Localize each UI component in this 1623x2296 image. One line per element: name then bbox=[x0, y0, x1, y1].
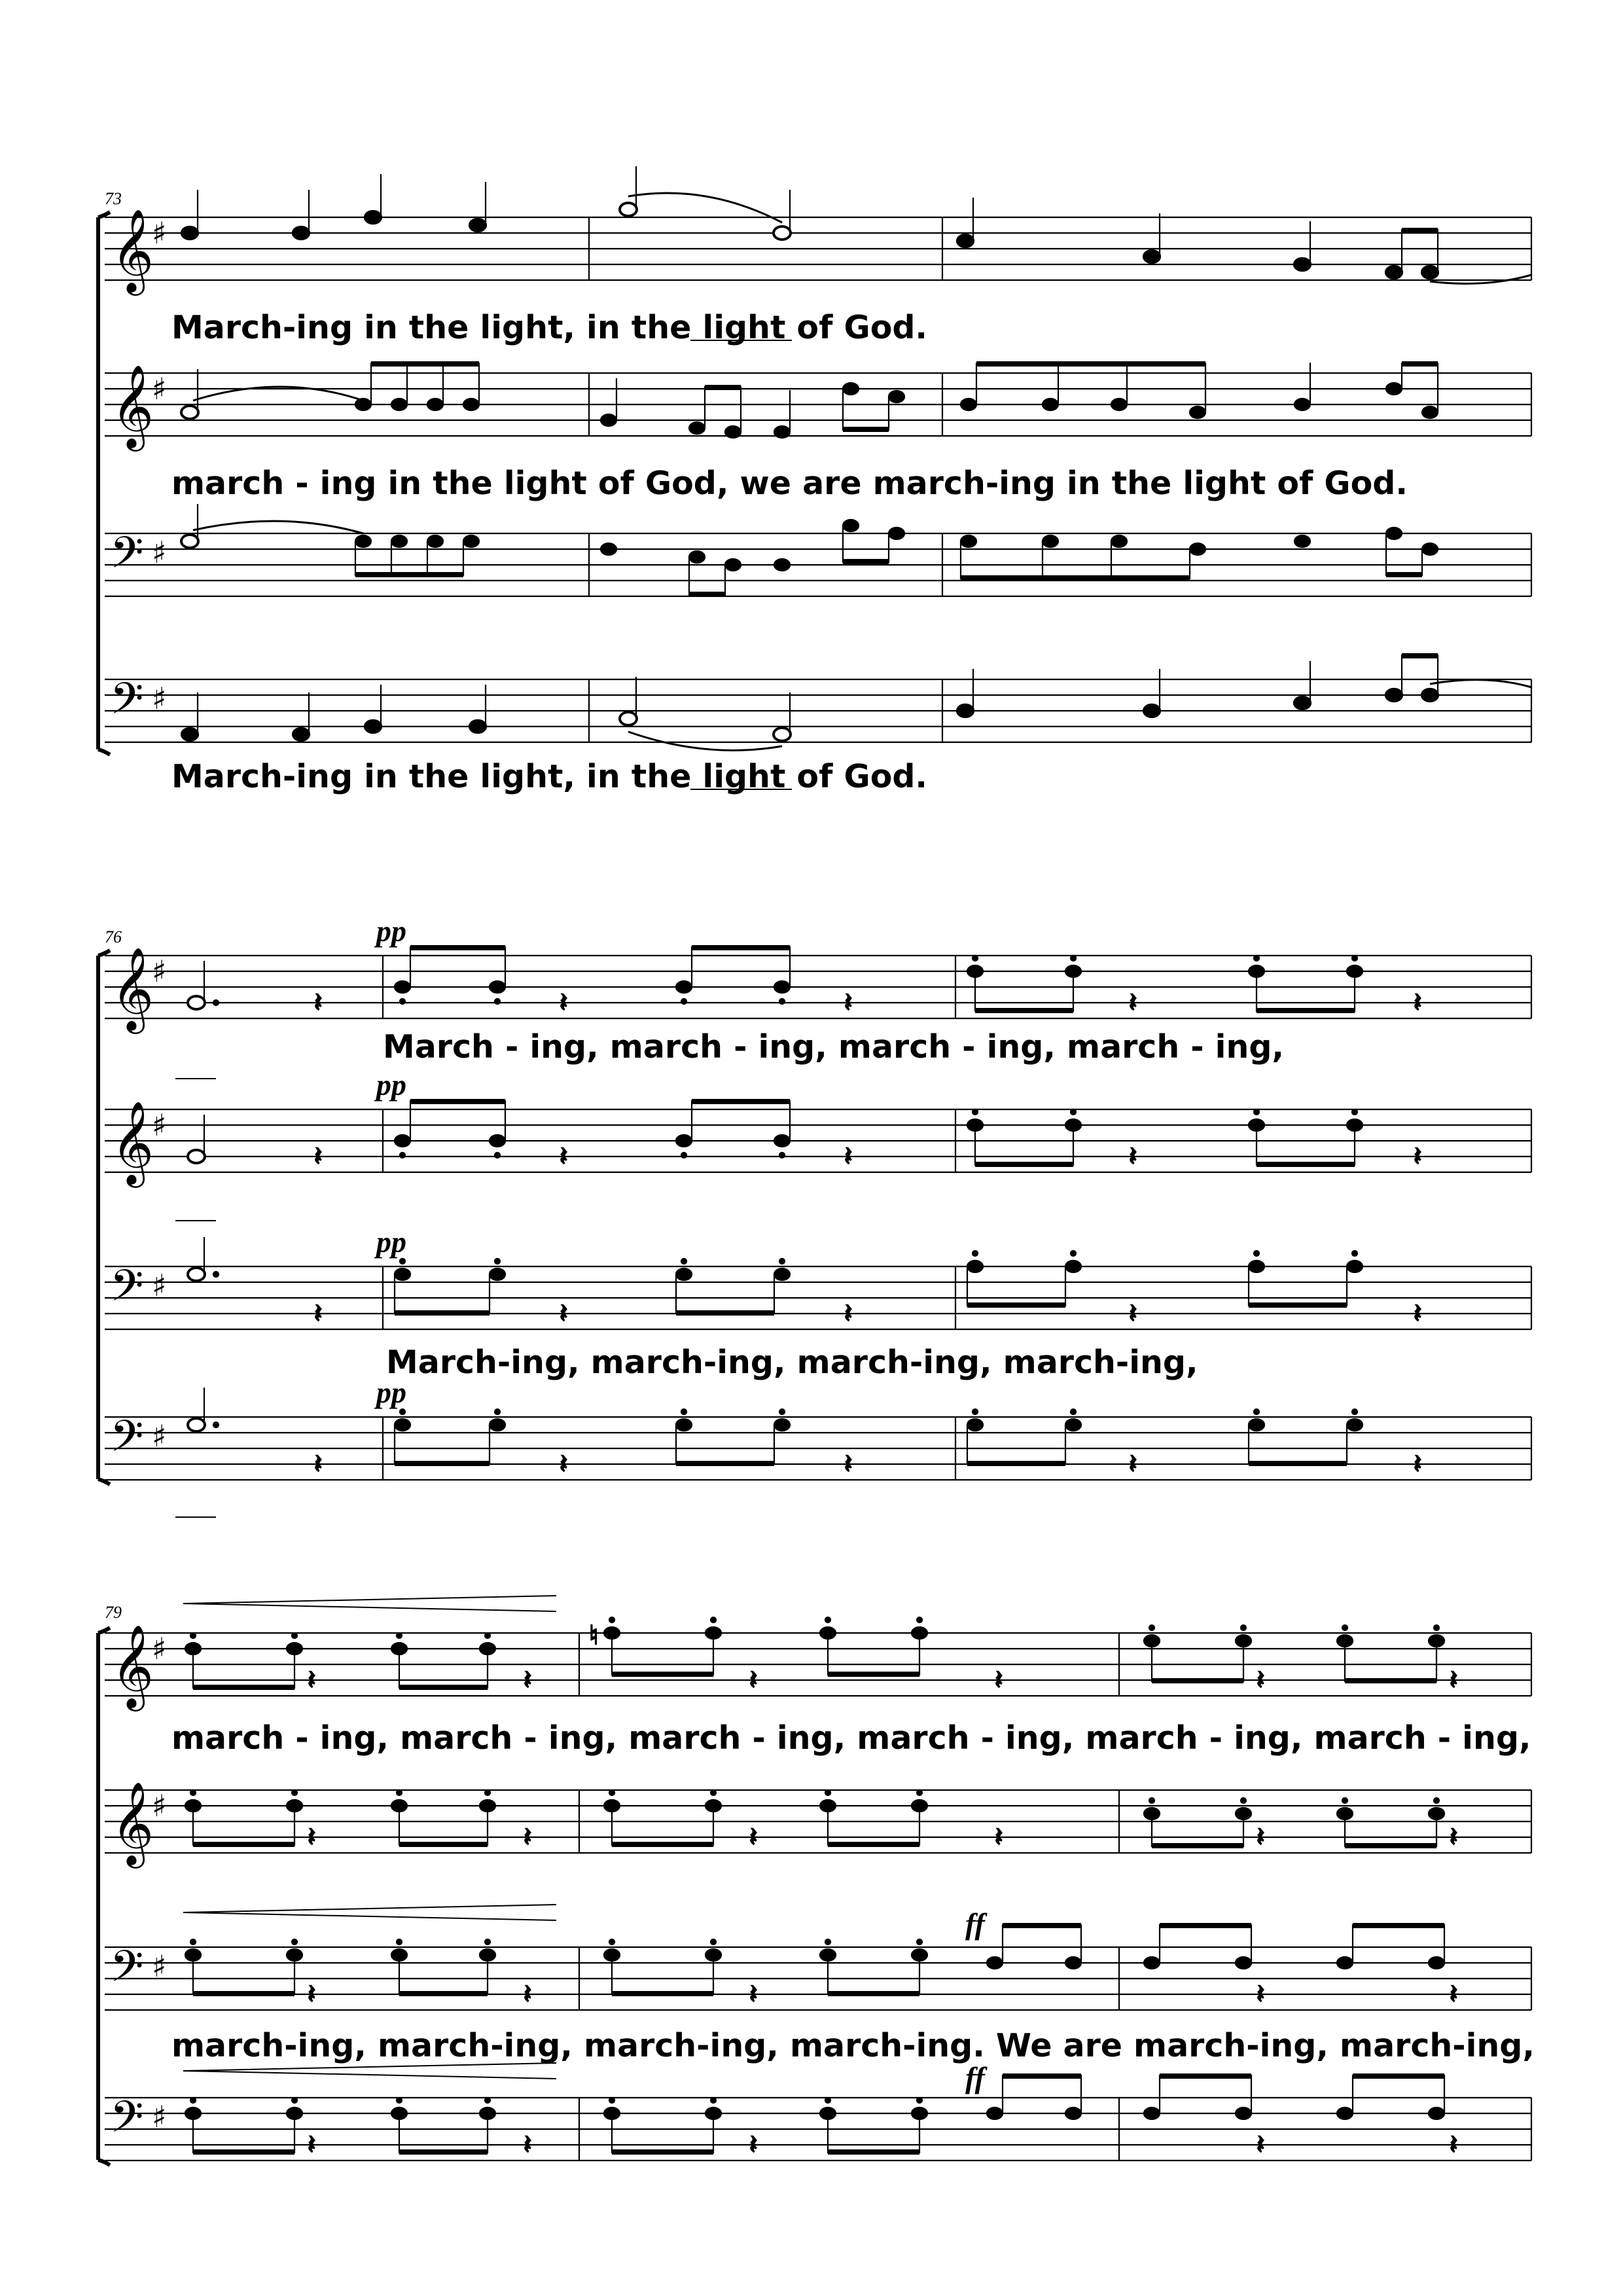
svg-text:𝄽: 𝄽 bbox=[1257, 1822, 1265, 1852]
notes-tenor bbox=[185, 1924, 1457, 2009]
staff-tenor bbox=[105, 1947, 1531, 2010]
measure-number: 73 bbox=[105, 189, 122, 208]
key-signature-sharp-icon: ♯ bbox=[152, 1948, 167, 1984]
notes-bass bbox=[185, 2075, 1457, 2160]
svg-text:𝄽: 𝄽 bbox=[844, 1449, 853, 1479]
lyric-line-upper: March - ing, march - ing, march - ing, march - ing, bbox=[383, 1028, 1285, 1066]
lyric-line-bass: March-ing in the light, in the light of God. bbox=[171, 758, 928, 795]
svg-text:𝄽: 𝄽 bbox=[1257, 2130, 1265, 2160]
svg-text:𝄽: 𝄽 bbox=[314, 1141, 323, 1172]
svg-text:𝄽: 𝄽 bbox=[749, 2130, 758, 2160]
bass-clef-icon: 𝄢 bbox=[110, 1411, 144, 1472]
svg-text:𝄽: 𝄽 bbox=[995, 1665, 1003, 1695]
dynamic-marking: pp bbox=[376, 914, 406, 948]
lyric-line-soprano: March-ing in the light, in the light of God. bbox=[171, 309, 928, 346]
svg-text:𝄽: 𝄽 bbox=[308, 1979, 316, 2009]
bass-clef-icon: 𝄢 bbox=[110, 1941, 144, 2002]
dynamic-marking: pp bbox=[376, 1225, 406, 1259]
key-signature-sharp-icon: ♯ bbox=[152, 371, 167, 406]
key-signature-sharp-icon: ♯ bbox=[152, 1268, 167, 1303]
dynamic-marking: pp bbox=[376, 1068, 406, 1102]
svg-text:𝄽: 𝄽 bbox=[560, 988, 568, 1018]
notes-alto bbox=[181, 363, 1438, 438]
dynamic-marking: ff bbox=[965, 2061, 985, 2094]
lyric-line-upper: march - ing, march - ing, march - ing, march - ing, march - ing, march - ing, bbox=[171, 1719, 1531, 1757]
svg-text:𝄽: 𝄽 bbox=[1129, 1141, 1137, 1172]
treble-clef-icon: 𝄞 bbox=[111, 1624, 154, 1708]
svg-text:𝄽: 𝄽 bbox=[308, 1822, 316, 1852]
svg-text:𝄽: 𝄽 bbox=[314, 988, 323, 1018]
key-signature-sharp-icon: ♯ bbox=[152, 535, 167, 570]
svg-text:𝄽: 𝄽 bbox=[844, 1141, 853, 1172]
lyric-line-lower: march-ing, march-ing, march-ing, march-ing. We are march-ing, march-ing, bbox=[171, 2027, 1535, 2064]
staff-tenor bbox=[105, 533, 1531, 596]
measure-number: 79 bbox=[105, 1603, 122, 1622]
svg-text:𝄽: 𝄽 bbox=[1414, 1299, 1422, 1329]
svg-text:𝄽: 𝄽 bbox=[1450, 2130, 1458, 2160]
staff-bass bbox=[105, 679, 1531, 742]
bass-clef-icon: 𝄢 bbox=[110, 1261, 144, 1321]
svg-text:𝄽: 𝄽 bbox=[314, 1299, 323, 1329]
svg-text:𝄽: 𝄽 bbox=[524, 1822, 532, 1852]
key-signature-sharp-icon: ♯ bbox=[152, 1631, 167, 1666]
treble-clef-icon: 𝄞 bbox=[111, 946, 154, 1030]
treble-clef-icon: 𝄞 bbox=[111, 208, 154, 292]
svg-text:𝄽: 𝄽 bbox=[524, 1665, 532, 1695]
svg-text:𝄽: 𝄽 bbox=[749, 1665, 758, 1695]
system-bracket bbox=[98, 1628, 110, 2165]
svg-text:𝄽: 𝄽 bbox=[844, 1299, 853, 1329]
staff-bass bbox=[105, 2098, 1531, 2161]
system-bracket bbox=[98, 212, 110, 755]
measure-number: 76 bbox=[105, 927, 122, 946]
svg-text:𝄽: 𝄽 bbox=[1257, 1665, 1265, 1695]
treble-clef-icon: 𝄞 bbox=[111, 364, 154, 448]
svg-text:𝄽: 𝄽 bbox=[844, 988, 853, 1018]
svg-text:𝄽: 𝄽 bbox=[1450, 1979, 1458, 2009]
notes-soprano bbox=[181, 166, 1531, 283]
key-signature-sharp-icon: ♯ bbox=[152, 1107, 167, 1143]
svg-text:𝄽: 𝄽 bbox=[1450, 1665, 1458, 1695]
lyric-line-alto: march - ing in the light of God, we are march-ing in the light of God. bbox=[171, 465, 1408, 502]
bass-clef-icon: 𝄢 bbox=[110, 528, 144, 588]
svg-text:𝄽: 𝄽 bbox=[560, 1141, 568, 1172]
svg-text:𝄽: 𝄽 bbox=[1129, 1449, 1137, 1479]
system-bracket bbox=[98, 950, 110, 1484]
staff-alto bbox=[105, 373, 1531, 436]
svg-text:♮: ♮ bbox=[589, 1621, 599, 1651]
notes-soprano bbox=[185, 1617, 1457, 1695]
staff-soprano bbox=[105, 1633, 1531, 1696]
svg-text:𝄽: 𝄽 bbox=[749, 1822, 758, 1852]
key-signature-sharp-icon: ♯ bbox=[152, 1788, 167, 1823]
svg-text:𝄽: 𝄽 bbox=[314, 1449, 323, 1479]
system-1 bbox=[98, 166, 1531, 795]
notes-soprano bbox=[188, 946, 1421, 1018]
svg-text:𝄽: 𝄽 bbox=[308, 2130, 316, 2160]
svg-text:𝄽: 𝄽 bbox=[524, 1979, 532, 2009]
key-signature-sharp-icon: ♯ bbox=[152, 2099, 167, 2134]
bass-clef-icon: 𝄢 bbox=[110, 2092, 144, 2153]
svg-text:𝄽: 𝄽 bbox=[1129, 988, 1137, 1018]
notes-alto bbox=[188, 1100, 1421, 1172]
svg-text:𝄽: 𝄽 bbox=[1414, 1141, 1422, 1172]
lyric-line-lower: March-ing, march-ing, march-ing, march-ing, bbox=[386, 1344, 1198, 1381]
svg-text:𝄽: 𝄽 bbox=[308, 1665, 316, 1695]
key-signature-sharp-icon: ♯ bbox=[152, 681, 167, 716]
svg-text:𝄽: 𝄽 bbox=[524, 2130, 532, 2160]
svg-text:𝄽: 𝄽 bbox=[1129, 1299, 1137, 1329]
system-2 bbox=[98, 914, 1531, 1517]
svg-text:𝄽: 𝄽 bbox=[560, 1449, 568, 1479]
notes-bass bbox=[181, 655, 1531, 750]
svg-text:𝄽: 𝄽 bbox=[749, 1979, 758, 2009]
staff-soprano bbox=[105, 217, 1531, 280]
key-signature-sharp-icon: ♯ bbox=[152, 215, 167, 251]
svg-text:𝄽: 𝄽 bbox=[1414, 1449, 1422, 1479]
key-signature-sharp-icon: ♯ bbox=[152, 1418, 167, 1454]
treble-clef-icon: 𝄞 bbox=[111, 1781, 154, 1865]
bass-clef-icon: 𝄢 bbox=[110, 673, 144, 734]
key-signature-sharp-icon: ♯ bbox=[152, 954, 167, 989]
treble-clef-icon: 𝄞 bbox=[111, 1100, 154, 1184]
svg-text:𝄽: 𝄽 bbox=[995, 1822, 1003, 1852]
system-3 bbox=[98, 1596, 1535, 2165]
dynamic-marking: ff bbox=[965, 1907, 985, 1941]
svg-text:𝄽: 𝄽 bbox=[1414, 988, 1422, 1018]
staff-alto bbox=[105, 1790, 1531, 1853]
svg-text:𝄽: 𝄽 bbox=[560, 1299, 568, 1329]
svg-text:𝄽: 𝄽 bbox=[1257, 1979, 1265, 2009]
svg-text:𝄽: 𝄽 bbox=[1450, 1822, 1458, 1852]
dynamic-marking: pp bbox=[376, 1376, 406, 1409]
